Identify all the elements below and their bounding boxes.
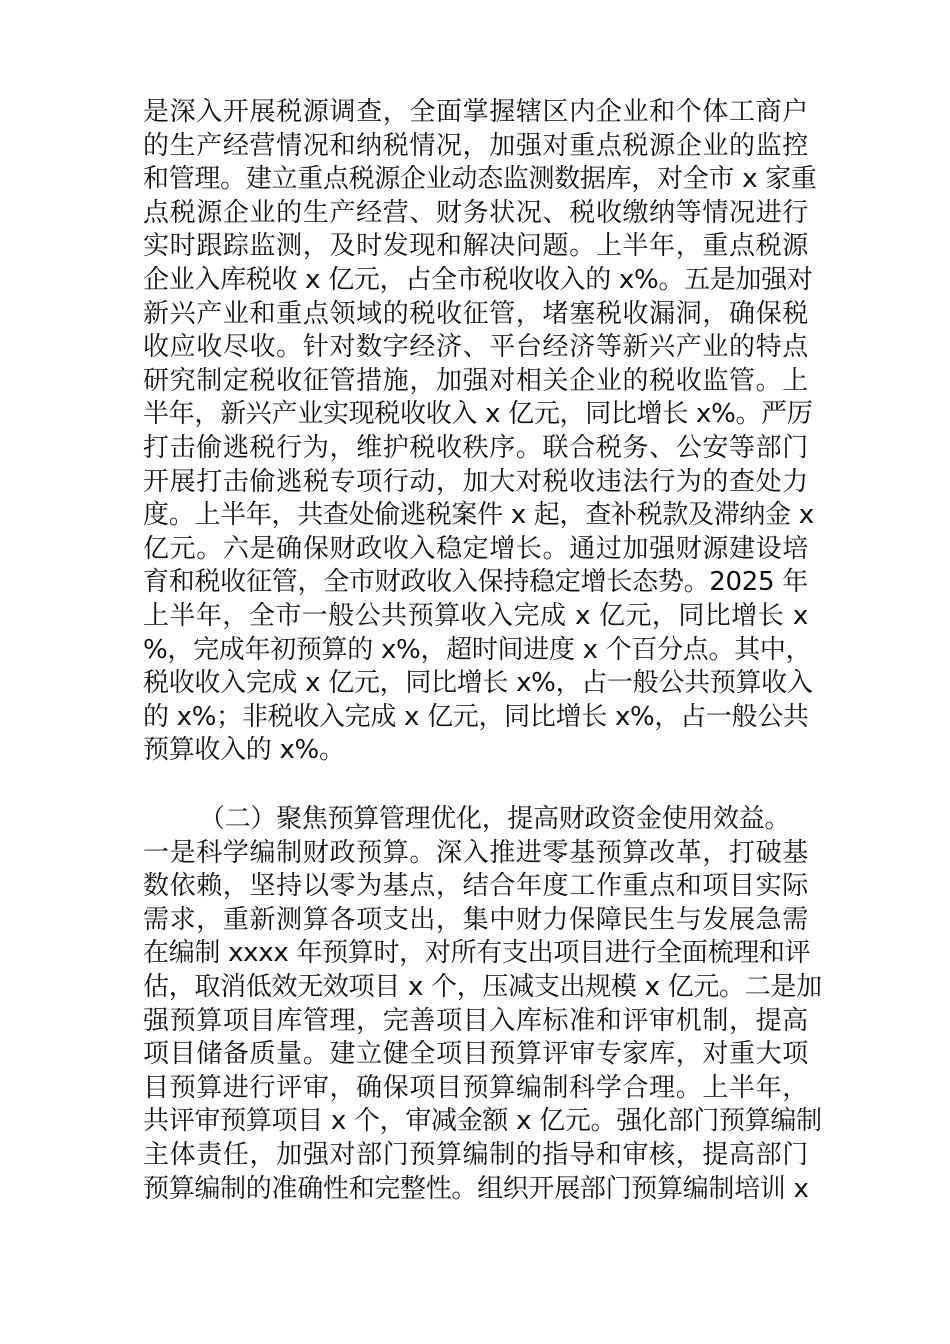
text-line: 共评审预算项目 x 个，审减金额 x 亿元。强化部门预算编制 bbox=[143, 1106, 822, 1137]
text-line: 数依赖，坚持以零为基点，结合年度工作重点和项目实际 bbox=[143, 871, 808, 902]
text-line: 一是科学编制财政预算。深入推进零基预算改革，打破基 bbox=[143, 837, 808, 868]
text-line: 度。上半年，共查处偷逃税案件 x 起，查补税款及滞纳金 x bbox=[143, 500, 814, 531]
text-line: 的生产经营情况和纳税情况，加强对重点税源企业的监控 bbox=[143, 130, 808, 161]
body-paragraph bbox=[143, 96, 817, 768]
text-line: 强预算项目库管理，完善项目入库标准和评审机制，提高 bbox=[143, 1005, 808, 1036]
text-line: 打击偷逃税行为，维护税收秩序。联合税务、公安等部门 bbox=[143, 432, 808, 463]
body-paragraph bbox=[143, 803, 822, 1206]
text-line: 需求，重新测算各项支出，集中财力保障民生与发展急需 bbox=[143, 904, 808, 935]
text-line: 点税源企业的生产经营、财务状况、税收缴纳等情况进行 bbox=[143, 197, 808, 228]
text-line: 上半年，全市一般公共预算收入完成 x 亿元，同比增长 x bbox=[143, 600, 808, 631]
text-line: %，完成年初预算的 x%，超时间进度 x 个百分点。其中， bbox=[143, 634, 812, 665]
text-line: 新兴产业和重点领域的税收征管，堵塞税收漏洞，确保税 bbox=[143, 298, 808, 329]
text-line: 实时跟踪监测，及时发现和解决问题。上半年，重点税源 bbox=[143, 231, 808, 262]
text-line: 预算编制的准确性和完整性。组织开展部门预算编制培训 x bbox=[143, 1173, 809, 1204]
text-line: 税收收入完成 x 亿元，同比增长 x%，占一般公共预算收入 bbox=[143, 668, 813, 699]
text-line: 育和税收征管，全市财政收入保持稳定增长态势。2025 年 bbox=[143, 567, 808, 598]
text-line: 企业入库税收 x 亿元，占全市税收收入的 x%。五是加强对 bbox=[143, 264, 813, 295]
text-line: 研究制定税收征管措施，加强对相关企业的税收监管。上 bbox=[143, 365, 808, 396]
text-line: 收应收尽收。针对数字经济、平台经济等新兴产业的特点 bbox=[143, 332, 808, 363]
text-line: 是深入开展税源调查，全面掌握辖区内企业和个体工商户 bbox=[143, 97, 808, 127]
text-line: 半年，新兴产业实现税收收入 x 亿元，同比增长 x%。严厉 bbox=[143, 399, 813, 430]
text-line: 预算收入的 x%。 bbox=[143, 735, 345, 766]
text-line: 的 x%；非税收入完成 x 亿元，同比增长 x%，占一般公共 bbox=[143, 701, 809, 732]
text-line: 目预算进行评审，确保项目预算编制科学合理。上半年， bbox=[143, 1072, 808, 1103]
text-line: 亿元。六是确保财政收入稳定增长。通过加强财源建设培 bbox=[143, 533, 808, 564]
text-line: 主体责任，加强对部门预算编制的指导和审核，提高部门 bbox=[143, 1139, 808, 1170]
section-heading-line: （二）聚焦预算管理优化，提高财政资金使用效益。 bbox=[199, 804, 791, 834]
text-line: 在编制 xxxx 年预算时，对所有支出项目进行全面梳理和评 bbox=[143, 938, 811, 969]
text-line: 开展打击偷逃税专项行动，加大对税收违法行为的查处力 bbox=[143, 466, 808, 497]
text-line: 项目储备质量。建立健全项目预算评审专家库，对重大项 bbox=[143, 1039, 808, 1070]
text-line: 和管理。建立重点税源企业动态监测数据库，对全市 x 家重 bbox=[143, 164, 817, 195]
text-line: 估，取消低效无效项目 x 个，压减支出规模 x 亿元。二是加 bbox=[143, 971, 822, 1002]
